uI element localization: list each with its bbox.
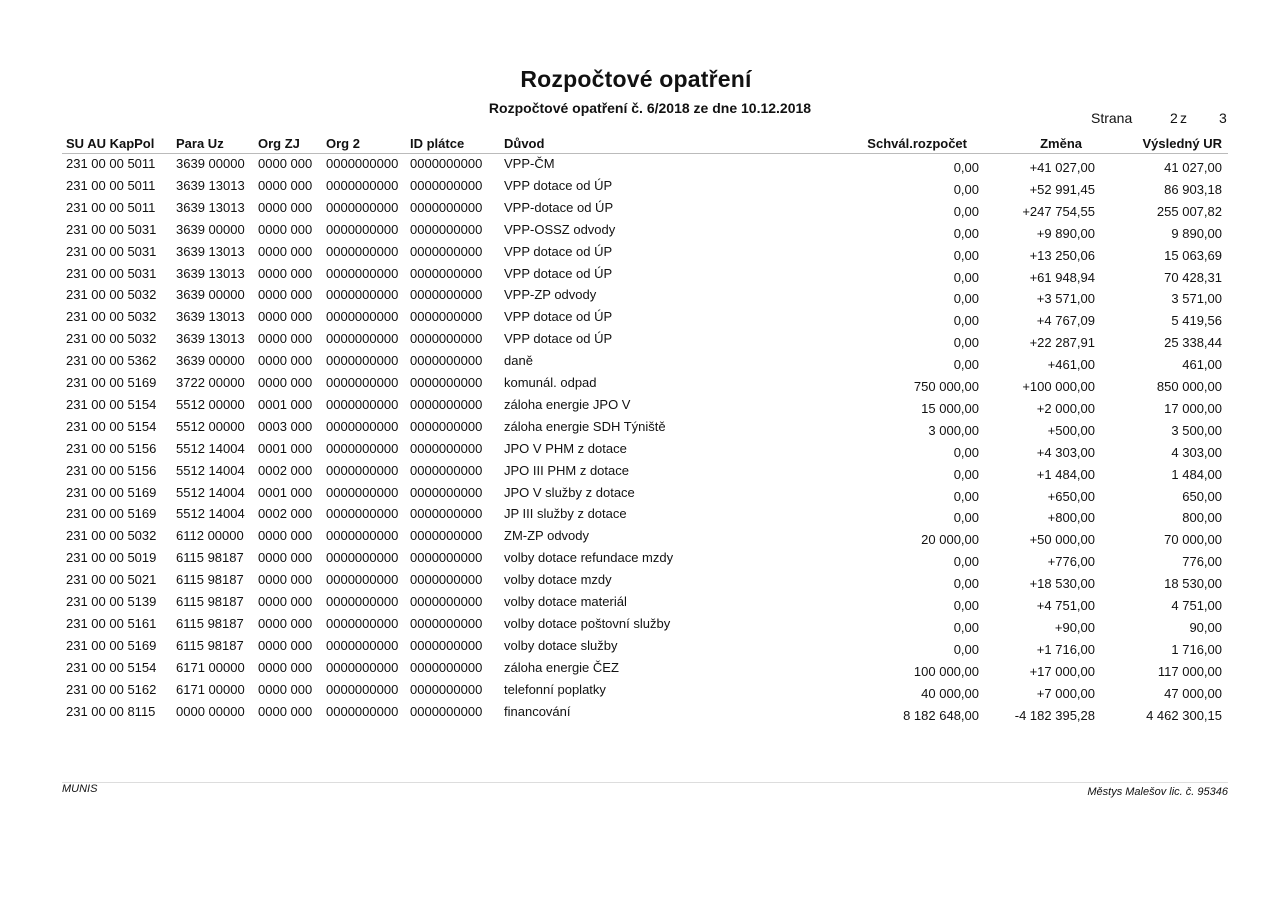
cell-org2: 0000000000 xyxy=(326,331,399,347)
cell-org-zj: 0000 000 xyxy=(258,309,313,325)
cell-duvod: financování xyxy=(504,703,571,719)
cell-schvaleny: 0,00 xyxy=(953,357,979,373)
cell-schvaleny: 0,00 xyxy=(953,181,979,197)
cell-su: 231 00 00 5021 xyxy=(66,572,157,588)
cell-para-uz: 3639 00000 xyxy=(176,156,245,171)
table-row xyxy=(0,463,1272,483)
cell-id-platce: 0000000000 xyxy=(410,550,483,566)
cell-su: 231 00 00 5011 xyxy=(66,199,156,215)
col-duvod: Důvod xyxy=(504,136,545,151)
cell-zmena: +61 948,94 xyxy=(1029,269,1095,285)
cell-org2: 0000000000 xyxy=(326,440,399,456)
cell-org-zj: 0001 000 xyxy=(258,396,313,412)
cell-su: 231 00 00 5154 xyxy=(66,418,157,434)
table-row xyxy=(0,156,1272,176)
cell-duvod: volby dotace mzdy xyxy=(504,572,612,588)
cell-duvod: daně xyxy=(504,353,533,369)
cell-vysledny: 1 484,00 xyxy=(1171,466,1222,482)
cell-duvod: volby dotace služby xyxy=(504,637,618,653)
cell-org-zj: 0000 000 xyxy=(258,375,313,390)
cell-vysledny: 70 000,00 xyxy=(1164,532,1222,548)
cell-id-platce: 0000000000 xyxy=(410,572,483,588)
table-row xyxy=(0,704,1272,724)
cell-schvaleny: 0,00 xyxy=(953,619,979,635)
cell-vysledny: 41 027,00 xyxy=(1164,160,1222,175)
cell-org-zj: 0002 000 xyxy=(258,462,313,478)
page-label: Strana xyxy=(1091,110,1133,126)
cell-su: 231 00 00 5169 xyxy=(66,506,157,522)
cell-org2: 0000000000 xyxy=(326,550,399,566)
cell-para-uz: 3639 13013 xyxy=(176,331,245,347)
cell-su: 231 00 00 5169 xyxy=(66,375,157,390)
cell-zmena: +4 767,09 xyxy=(1036,313,1095,329)
cell-org-zj: 0000 000 xyxy=(258,177,313,193)
cell-id-platce: 0000000000 xyxy=(410,375,483,390)
cell-zmena: +52 991,45 xyxy=(1029,181,1095,197)
cell-duvod: JP III služby z dotace xyxy=(504,506,627,522)
col-su-au-kappol: SU AU KapPol xyxy=(66,136,155,151)
cell-schvaleny: 100 000,00 xyxy=(913,663,979,679)
cell-org-zj: 0000 000 xyxy=(258,243,313,259)
cell-para-uz: 3639 13013 xyxy=(176,177,245,193)
cell-duvod: JPO V PHM z dotace xyxy=(504,440,627,456)
cell-id-platce: 0000000000 xyxy=(410,506,483,522)
col-org-zj: Org ZJ xyxy=(258,136,300,151)
cell-org2: 0000000000 xyxy=(326,199,399,215)
cell-id-platce: 0000000000 xyxy=(410,287,483,303)
cell-schvaleny: 0,00 xyxy=(953,225,979,241)
cell-su: 231 00 00 8115 xyxy=(66,703,156,719)
cell-schvaleny: 0,00 xyxy=(953,269,979,285)
cell-id-platce: 0000000000 xyxy=(410,462,483,478)
cell-schvaleny: 0,00 xyxy=(953,203,979,219)
cell-id-platce: 0000000000 xyxy=(410,265,483,281)
cell-schvaleny: 0,00 xyxy=(953,313,979,329)
cell-para-uz: 3722 00000 xyxy=(176,375,245,390)
cell-para-uz: 3639 00000 xyxy=(176,221,245,237)
cell-id-platce: 0000000000 xyxy=(410,418,483,434)
cell-zmena: +13 250,06 xyxy=(1029,247,1095,263)
cell-vysledny: 650,00 xyxy=(1182,488,1222,504)
cell-org-zj: 0000 000 xyxy=(258,615,313,631)
cell-org2: 0000000000 xyxy=(326,353,399,369)
cell-schvaleny: 0,00 xyxy=(953,335,979,351)
table-row xyxy=(0,594,1272,614)
col-para-uz: Para Uz xyxy=(176,136,224,151)
cell-id-platce: 0000000000 xyxy=(410,309,483,325)
cell-su: 231 00 00 5154 xyxy=(66,396,157,412)
table-row xyxy=(0,550,1272,570)
cell-para-uz: 5512 00000 xyxy=(176,396,245,412)
table-row xyxy=(0,375,1272,395)
cell-para-uz: 3639 13013 xyxy=(176,265,245,281)
cell-schvaleny: 3 000,00 xyxy=(928,422,979,438)
cell-duvod: ZM-ZP odvody xyxy=(504,528,590,544)
table-row xyxy=(0,572,1272,592)
cell-zmena: +18 530,00 xyxy=(1029,576,1095,592)
cell-para-uz: 3639 13013 xyxy=(176,243,245,259)
cell-zmena: +3 571,00 xyxy=(1036,291,1095,307)
col-vysledny: Výsledný UR xyxy=(1142,136,1222,151)
cell-schvaleny: 0,00 xyxy=(953,598,979,613)
cell-org-zj: 0000 000 xyxy=(258,572,313,588)
cell-vysledny: 9 890,00 xyxy=(1171,225,1222,241)
cell-org-zj: 0000 000 xyxy=(258,353,313,369)
table-row xyxy=(0,287,1272,307)
cell-duvod: VPP dotace od ÚP xyxy=(504,331,613,347)
table-row xyxy=(0,485,1272,505)
cell-org2: 0000000000 xyxy=(326,637,399,653)
cell-duvod: telefonní poplatky xyxy=(504,681,606,697)
cell-schvaleny: 0,00 xyxy=(953,576,979,592)
cell-vysledny: 3 571,00 xyxy=(1171,291,1222,307)
cell-para-uz: 6171 00000 xyxy=(176,659,245,675)
cell-su: 231 00 00 5032 xyxy=(66,528,157,544)
cell-vysledny: 4 751,00 xyxy=(1171,598,1222,613)
cell-duvod: volby dotace materiál xyxy=(504,594,627,609)
cell-schvaleny: 15 000,00 xyxy=(921,400,979,416)
cell-para-uz: 5512 00000 xyxy=(176,418,245,434)
cell-vysledny: 461,00 xyxy=(1182,357,1222,373)
cell-zmena: +50 000,00 xyxy=(1029,532,1095,548)
cell-id-platce: 0000000000 xyxy=(410,243,483,259)
cell-duvod: VPP-ČM xyxy=(504,156,555,171)
cell-org2: 0000000000 xyxy=(326,221,399,237)
cell-id-platce: 0000000000 xyxy=(410,484,483,500)
cell-org2: 0000000000 xyxy=(326,703,399,719)
cell-para-uz: 5512 14004 xyxy=(176,440,245,456)
cell-org-zj: 0000 000 xyxy=(258,199,313,215)
cell-duvod: VPP-OSSZ odvody xyxy=(504,221,616,237)
cell-schvaleny: 0,00 xyxy=(953,160,979,175)
cell-vysledny: 25 338,44 xyxy=(1164,335,1222,351)
cell-duvod: volby dotace refundace mzdy xyxy=(504,550,674,566)
cell-id-platce: 0000000000 xyxy=(410,615,483,631)
cell-su: 231 00 00 5156 xyxy=(66,440,157,456)
page-current: 2 xyxy=(1170,110,1178,126)
cell-para-uz: 3639 00000 xyxy=(176,287,245,303)
cell-zmena: +4 751,00 xyxy=(1036,598,1095,613)
cell-su: 231 00 00 5139 xyxy=(66,594,157,609)
cell-duvod: volby dotace poštovní služby xyxy=(504,615,671,631)
col-zmena: Změna xyxy=(1040,136,1082,151)
cell-para-uz: 6115 98187 xyxy=(176,637,244,653)
cell-zmena: +1 716,00 xyxy=(1036,641,1095,657)
cell-org-zj: 0000 000 xyxy=(258,156,313,171)
cell-para-uz: 3639 00000 xyxy=(176,353,245,369)
cell-zmena: +2 000,00 xyxy=(1036,400,1095,416)
cell-org2: 0000000000 xyxy=(326,681,399,697)
cell-zmena: +9 890,00 xyxy=(1036,225,1095,241)
cell-vysledny: 90,00 xyxy=(1189,619,1222,635)
cell-duvod: JPO III PHM z dotace xyxy=(504,462,629,478)
cell-id-platce: 0000000000 xyxy=(410,353,483,369)
cell-duvod: VPP dotace od ÚP xyxy=(504,309,613,325)
cell-vysledny: 4 303,00 xyxy=(1171,444,1222,460)
table-row xyxy=(0,331,1272,351)
cell-vysledny: 15 063,69 xyxy=(1164,247,1222,263)
cell-zmena: +41 027,00 xyxy=(1029,160,1095,175)
cell-org-zj: 0000 000 xyxy=(258,703,313,719)
cell-org2: 0000000000 xyxy=(326,243,399,259)
cell-org2: 0000000000 xyxy=(326,484,399,500)
cell-para-uz: 6115 98187 xyxy=(176,572,244,588)
cell-id-platce: 0000000000 xyxy=(410,156,483,171)
cell-id-platce: 0000000000 xyxy=(410,637,483,653)
table-row xyxy=(0,528,1272,548)
cell-zmena: +1 484,00 xyxy=(1036,466,1095,482)
col-org2: Org 2 xyxy=(326,136,360,151)
table-row xyxy=(0,441,1272,461)
cell-org2: 0000000000 xyxy=(326,265,399,281)
cell-para-uz: 0000 00000 xyxy=(176,703,245,719)
table-row xyxy=(0,244,1272,264)
cell-vysledny: 3 500,00 xyxy=(1171,422,1222,438)
cell-para-uz: 6115 98187 xyxy=(176,594,244,609)
cell-su: 231 00 00 5032 xyxy=(66,309,157,325)
footer-divider xyxy=(62,782,1228,783)
cell-zmena: +461,00 xyxy=(1047,357,1095,373)
cell-org2: 0000000000 xyxy=(326,418,399,434)
page-of-label: z xyxy=(1180,110,1187,126)
cell-para-uz: 5512 14004 xyxy=(176,462,245,478)
cell-org-zj: 0000 000 xyxy=(258,637,313,653)
table-row xyxy=(0,353,1272,373)
cell-org2: 0000000000 xyxy=(326,462,399,478)
cell-zmena: +7 000,00 xyxy=(1036,685,1095,701)
cell-org2: 0000000000 xyxy=(326,594,399,609)
cell-schvaleny: 0,00 xyxy=(953,554,979,570)
cell-duvod: VPP dotace od ÚP xyxy=(504,265,613,281)
cell-org2: 0000000000 xyxy=(326,572,399,588)
table-row xyxy=(0,660,1272,680)
cell-schvaleny: 750 000,00 xyxy=(913,379,979,394)
cell-schvaleny: 0,00 xyxy=(953,444,979,460)
table-row xyxy=(0,506,1272,526)
cell-org-zj: 0001 000 xyxy=(258,484,313,500)
cell-id-platce: 0000000000 xyxy=(410,177,483,193)
cell-org2: 0000000000 xyxy=(326,309,399,325)
cell-su: 231 00 00 5169 xyxy=(66,637,157,653)
cell-su: 231 00 00 5032 xyxy=(66,331,157,347)
cell-id-platce: 0000000000 xyxy=(410,440,483,456)
col-schvaleny: Schvál.rozpočet xyxy=(867,136,967,151)
cell-vysledny: 18 530,00 xyxy=(1164,576,1222,592)
cell-duvod: JPO V služby z dotace xyxy=(504,484,635,500)
document-subtitle: Rozpočtové opatření č. 6/2018 ze dne 10.12.2018 xyxy=(488,100,812,116)
table-row xyxy=(0,222,1272,242)
cell-org2: 0000000000 xyxy=(326,615,399,631)
footer-licence: Městys Malešov lic. č. 95346 xyxy=(1087,786,1228,798)
cell-para-uz: 3639 13013 xyxy=(176,309,245,325)
cell-para-uz: 5512 14004 xyxy=(176,506,245,522)
cell-zmena: +500,00 xyxy=(1047,422,1095,438)
cell-para-uz: 6112 00000 xyxy=(176,528,244,544)
cell-para-uz: 6171 00000 xyxy=(176,681,245,697)
table-row xyxy=(0,266,1272,286)
page-total: 3 xyxy=(1219,110,1227,126)
cell-schvaleny: 0,00 xyxy=(953,510,979,526)
cell-su: 231 00 00 5019 xyxy=(66,550,157,566)
cell-schvaleny: 0,00 xyxy=(953,466,979,482)
cell-schvaleny: 0,00 xyxy=(953,641,979,657)
cell-vysledny: 117 000,00 xyxy=(1157,663,1222,679)
cell-org2: 0000000000 xyxy=(326,375,399,390)
cell-vysledny: 4 462 300,15 xyxy=(1146,707,1222,723)
table-row xyxy=(0,397,1272,417)
cell-duvod: VPP dotace od ÚP xyxy=(504,243,613,259)
cell-para-uz: 6115 98187 xyxy=(176,615,244,631)
header-divider xyxy=(62,153,1228,154)
footer-software: MUNIS xyxy=(62,783,98,795)
cell-vysledny: 776,00 xyxy=(1182,554,1222,570)
table-row xyxy=(0,178,1272,198)
cell-duvod: VPP-ZP odvody xyxy=(504,287,597,303)
cell-su: 231 00 00 5161 xyxy=(66,615,157,631)
cell-vysledny: 17 000,00 xyxy=(1164,400,1222,416)
cell-schvaleny: 0,00 xyxy=(953,247,979,263)
cell-duvod: záloha energie JPO V xyxy=(504,396,631,412)
cell-id-platce: 0000000000 xyxy=(410,199,483,215)
cell-zmena: +776,00 xyxy=(1047,554,1095,570)
cell-schvaleny: 0,00 xyxy=(953,488,979,504)
cell-schvaleny: 20 000,00 xyxy=(921,532,979,548)
cell-zmena: +650,00 xyxy=(1047,488,1095,504)
cell-id-platce: 0000000000 xyxy=(410,681,483,697)
table-row xyxy=(0,419,1272,439)
cell-org-zj: 0000 000 xyxy=(258,265,313,281)
cell-vysledny: 850 000,00 xyxy=(1156,379,1222,394)
cell-org-zj: 0000 000 xyxy=(258,528,313,544)
cell-vysledny: 255 007,82 xyxy=(1156,203,1222,219)
cell-vysledny: 800,00 xyxy=(1182,510,1222,526)
cell-zmena: -4 182 395,28 xyxy=(1014,707,1095,723)
cell-id-platce: 0000000000 xyxy=(410,594,483,609)
cell-su: 231 00 00 5032 xyxy=(66,287,157,303)
cell-schvaleny: 40 000,00 xyxy=(921,685,979,701)
cell-org-zj: 0000 000 xyxy=(258,594,313,609)
cell-org-zj: 0002 000 xyxy=(258,506,313,522)
cell-vysledny: 70 428,31 xyxy=(1164,269,1222,285)
cell-vysledny: 86 903,18 xyxy=(1164,181,1222,197)
col-id-platce: ID plátce xyxy=(410,136,465,151)
cell-su: 231 00 00 5162 xyxy=(66,681,157,697)
cell-zmena: +4 303,00 xyxy=(1036,444,1095,460)
cell-su: 231 00 00 5154 xyxy=(66,659,157,675)
cell-org2: 0000000000 xyxy=(326,396,399,412)
table-row xyxy=(0,309,1272,329)
cell-schvaleny: 0,00 xyxy=(953,291,979,307)
cell-org2: 0000000000 xyxy=(326,287,399,303)
cell-zmena: +100 000,00 xyxy=(1022,379,1095,394)
table-row xyxy=(0,200,1272,220)
cell-zmena: +800,00 xyxy=(1047,510,1095,526)
cell-org-zj: 0000 000 xyxy=(258,659,313,675)
cell-para-uz: 5512 14004 xyxy=(176,484,245,500)
cell-org-zj: 0000 000 xyxy=(258,287,313,303)
cell-id-platce: 0000000000 xyxy=(410,659,483,675)
cell-id-platce: 0000000000 xyxy=(410,396,483,412)
cell-id-platce: 0000000000 xyxy=(410,703,483,719)
cell-org2: 0000000000 xyxy=(326,506,399,522)
cell-org-zj: 0003 000 xyxy=(258,418,313,434)
cell-org2: 0000000000 xyxy=(326,177,399,193)
cell-su: 231 00 00 5011 xyxy=(66,156,156,171)
cell-vysledny: 1 716,00 xyxy=(1171,641,1222,657)
cell-su: 231 00 00 5362 xyxy=(66,353,157,369)
cell-para-uz: 3639 13013 xyxy=(176,199,245,215)
cell-su: 231 00 00 5156 xyxy=(66,462,157,478)
cell-duvod: komunál. odpad xyxy=(504,375,597,390)
cell-schvaleny: 8 182 648,00 xyxy=(903,707,979,723)
cell-duvod: záloha energie ČEZ xyxy=(504,659,619,675)
cell-duvod: VPP dotace od ÚP xyxy=(504,177,613,193)
cell-vysledny: 5 419,56 xyxy=(1171,313,1222,329)
cell-su: 231 00 00 5169 xyxy=(66,484,157,500)
cell-su: 231 00 00 5031 xyxy=(66,221,157,237)
cell-zmena: +22 287,91 xyxy=(1029,335,1095,351)
cell-su: 231 00 00 5011 xyxy=(66,177,156,193)
cell-id-platce: 0000000000 xyxy=(410,221,483,237)
cell-org-zj: 0000 000 xyxy=(258,221,313,237)
cell-zmena: +17 000,00 xyxy=(1029,663,1095,679)
cell-duvod: záloha energie SDH Týniště xyxy=(504,418,666,434)
document-title: Rozpočtové opatření xyxy=(520,66,752,92)
cell-zmena: +247 754,55 xyxy=(1022,203,1095,219)
cell-su: 231 00 00 5031 xyxy=(66,265,157,281)
cell-vysledny: 47 000,00 xyxy=(1164,685,1222,701)
cell-org-zj: 0001 000 xyxy=(258,440,313,456)
table-header xyxy=(0,136,1272,154)
cell-org2: 0000000000 xyxy=(326,659,399,675)
table-row xyxy=(0,638,1272,658)
cell-id-platce: 0000000000 xyxy=(410,528,483,544)
cell-duvod: VPP-dotace od ÚP xyxy=(504,199,614,215)
cell-org2: 0000000000 xyxy=(326,156,399,171)
cell-para-uz: 6115 98187 xyxy=(176,550,244,566)
cell-su: 231 00 00 5031 xyxy=(66,243,157,259)
cell-org-zj: 0000 000 xyxy=(258,550,313,566)
table-row xyxy=(0,616,1272,636)
table-row xyxy=(0,682,1272,702)
cell-org2: 0000000000 xyxy=(326,528,399,544)
cell-org-zj: 0000 000 xyxy=(258,331,313,347)
cell-org-zj: 0000 000 xyxy=(258,681,313,697)
cell-id-platce: 0000000000 xyxy=(410,331,483,347)
cell-zmena: +90,00 xyxy=(1054,619,1095,635)
